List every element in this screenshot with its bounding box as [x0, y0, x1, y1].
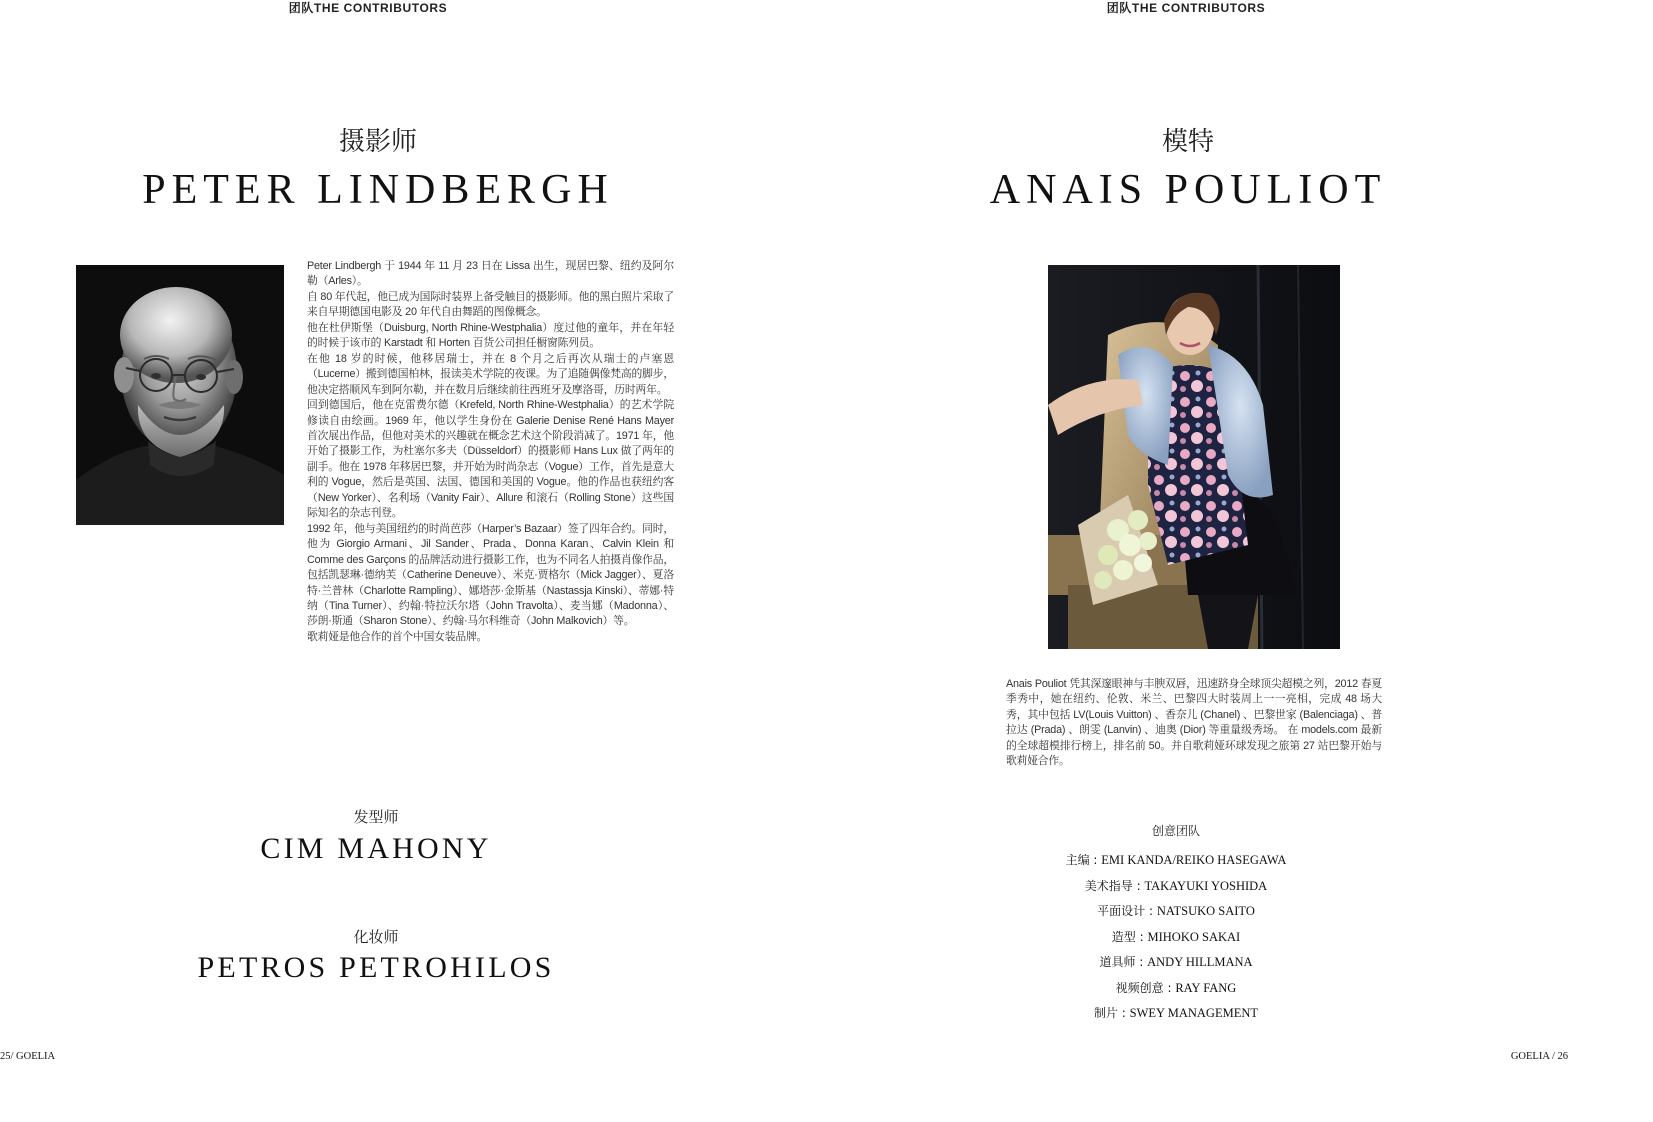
bio-paragraph: 回到德国后，他在克雷费尔德（Krefeld, North Rhine-Westphalia）的艺术学院修读自由绘画。1969 年，他以学生身份在 Galerie Denise René Hans Mayer 首次展出作品，但他对美术的兴趣就在概念艺术这个阶段消减了。1971 年，他开始了摄影工作，为杜塞尔多夫（Düsseldorf）的摄影师 Hans Lux 做了两年的副手。他在 1978 年移居巴黎，并开始为时尚杂志（Vogue）工作，首先是意大利的 Vogue，然后是英国、法国、德国和美国的 Vogue。他的作品也获纽约客（New Yorker）、名利场（Vanity Fair）、Allure 和滚石（Rolling Stone）这些国际知名的杂志刊登。 [307, 399, 674, 520]
section-header: 团队THE CONTRIBUTORS [1106, 1, 1266, 15]
bio-paragraph: 在他 18 岁的时候，他移居瑞士，并在 8 个月之后再次从瑞士的卢塞恩（Lucerne）搬到德国柏林，报读美术学院的夜课。为了追随偶像梵高的脚步，他决定搭顺风车到阿尔勒，并在数月后继续前往西班牙及摩洛哥，历时两年。 [307, 352, 674, 396]
credit-role: 主编 : [1065, 853, 1102, 867]
model-photo [1048, 265, 1340, 649]
credit-item [784, 926, 1568, 952]
credit-role: 美术指导 : [1084, 878, 1145, 893]
credit-name: NATSUKO SAITO [1156, 904, 1255, 918]
section-header: 团队THE CONTRIBUTORS [288, 1, 448, 15]
bio-paragraph: 歌莉娅是他合作的首个中国女装品牌。 [307, 630, 488, 643]
credit-name: MIHOKO SAKAI [1147, 929, 1241, 944]
bio-paragraph: Peter Lindbergh 于 1944 年 11 月 23 日在 Lissa 出生，现居巴黎、纽约及阿尔勒（Arles）。 [307, 260, 674, 288]
hairstylist-role: 发型师 [353, 808, 399, 826]
credit-role: 造型 : [1111, 929, 1148, 944]
credits-title: 创意团队 [1151, 824, 1200, 838]
page-number-left: 25/ GOELIA [0, 1051, 56, 1062]
credit-name: TAKAYUKI YOSHIDA [1144, 878, 1268, 893]
bio-paragraph: 他在杜伊斯堡（Duisburg, North Rhine-Westphalia）度过他的童年，并在年轻的时候于该市的 Karstadt 和 Horten 百货公司担任橱窗陈列员。 [307, 321, 674, 350]
makeup-artist-role: 化妆师 [353, 928, 399, 946]
photographer-bio [307, 259, 674, 645]
credit-role: 视频创意 : [1115, 980, 1176, 995]
credits-list [784, 849, 1568, 1028]
credit-item [784, 977, 1568, 1003]
model-name: ANAIS POULIOT [989, 167, 1387, 213]
left-page [0, 0, 784, 1064]
photographer-role: 摄影师 [338, 127, 417, 157]
page-number-right: GOELIA / 26 [1510, 1051, 1568, 1062]
credit-item [784, 951, 1568, 977]
credit-name: SWEY MANAGEMENT [1129, 1006, 1259, 1020]
credit-role: 制片 : [1093, 1006, 1130, 1020]
model-role: 模特 [1161, 127, 1214, 157]
credit-item [784, 1002, 1568, 1028]
hairstylist-name: CIM MAHONY [260, 832, 492, 865]
credit-role: 道具师 : [1099, 955, 1148, 969]
photographer-name: PETER LINDBERGH [142, 167, 614, 213]
right-page [784, 0, 1568, 1064]
photographer-portrait [76, 265, 284, 525]
model-bio: Anais Pouliot 凭其深邃眼神与丰腴双唇，迅速跻身全球顶尖超模之列，2012 春夏季秀中，她在纽约、伦敦、米兰、巴黎四大时装周上一一亮相，完成 48 场大秀，其中包括 LV(Louis Vuitton) 、香奈儿 (Chanel) 、巴黎世家 (Balenciaga) 、普拉达 (Prada) 、朗雯 (Lanvin) 、迪奥 (Dior) 等重量级秀场。 在 models.com 最新的全球超模排行榜上，排名前 50。并自歌莉娅环球发现之旅第 27 站巴黎开始与歌莉娅合作。 [1006, 678, 1382, 768]
credit-role: 平面设计 : [1097, 904, 1157, 918]
credit-name: EMI KANDA/REIKO HASEGAWA [1101, 853, 1287, 867]
credit-item [784, 900, 1568, 926]
bio-paragraph: 自 80 年代起，他已成为国际时装界上备受触目的摄影师。他的黑白照片采取了来自早期德国电影及 20 年代自由舞蹈的图像概念。 [307, 290, 674, 319]
credit-name: ANDY HILLMANA [1147, 955, 1253, 969]
credit-name: RAY FANG [1175, 980, 1237, 995]
credit-item [784, 849, 1568, 875]
bio-paragraph: 1992 年，他与美国纽约的时尚芭莎（Harper’s Bazaar）签了四年合约。同时，他为 Giorgio Armani、Jil Sander、Prada、Donna Karan、Calvin Klein 和 Comme des Garçons 的品牌活动进行摄影工作，也为不同名人拍摄肖像作品，包括凯瑟琳·德纳芙（Catherine Deneuve）、米克·贾格尔（Mick Jagger）、夏洛特·兰普林（Charlotte Rampling）、娜塔莎·金斯基（Nastassja Kinski）、蒂娜·特纳（Tina Turner）、约翰·特拉沃尔塔（John Travolta）、麦当娜（Madonna）、莎朗·斯通（Sharon Stone）、约翰·马尔科维奇（John Malkovich）等。 [307, 522, 674, 628]
credit-item [784, 875, 1568, 901]
makeup-artist-name: PETROS PETROHILOS [197, 951, 555, 984]
